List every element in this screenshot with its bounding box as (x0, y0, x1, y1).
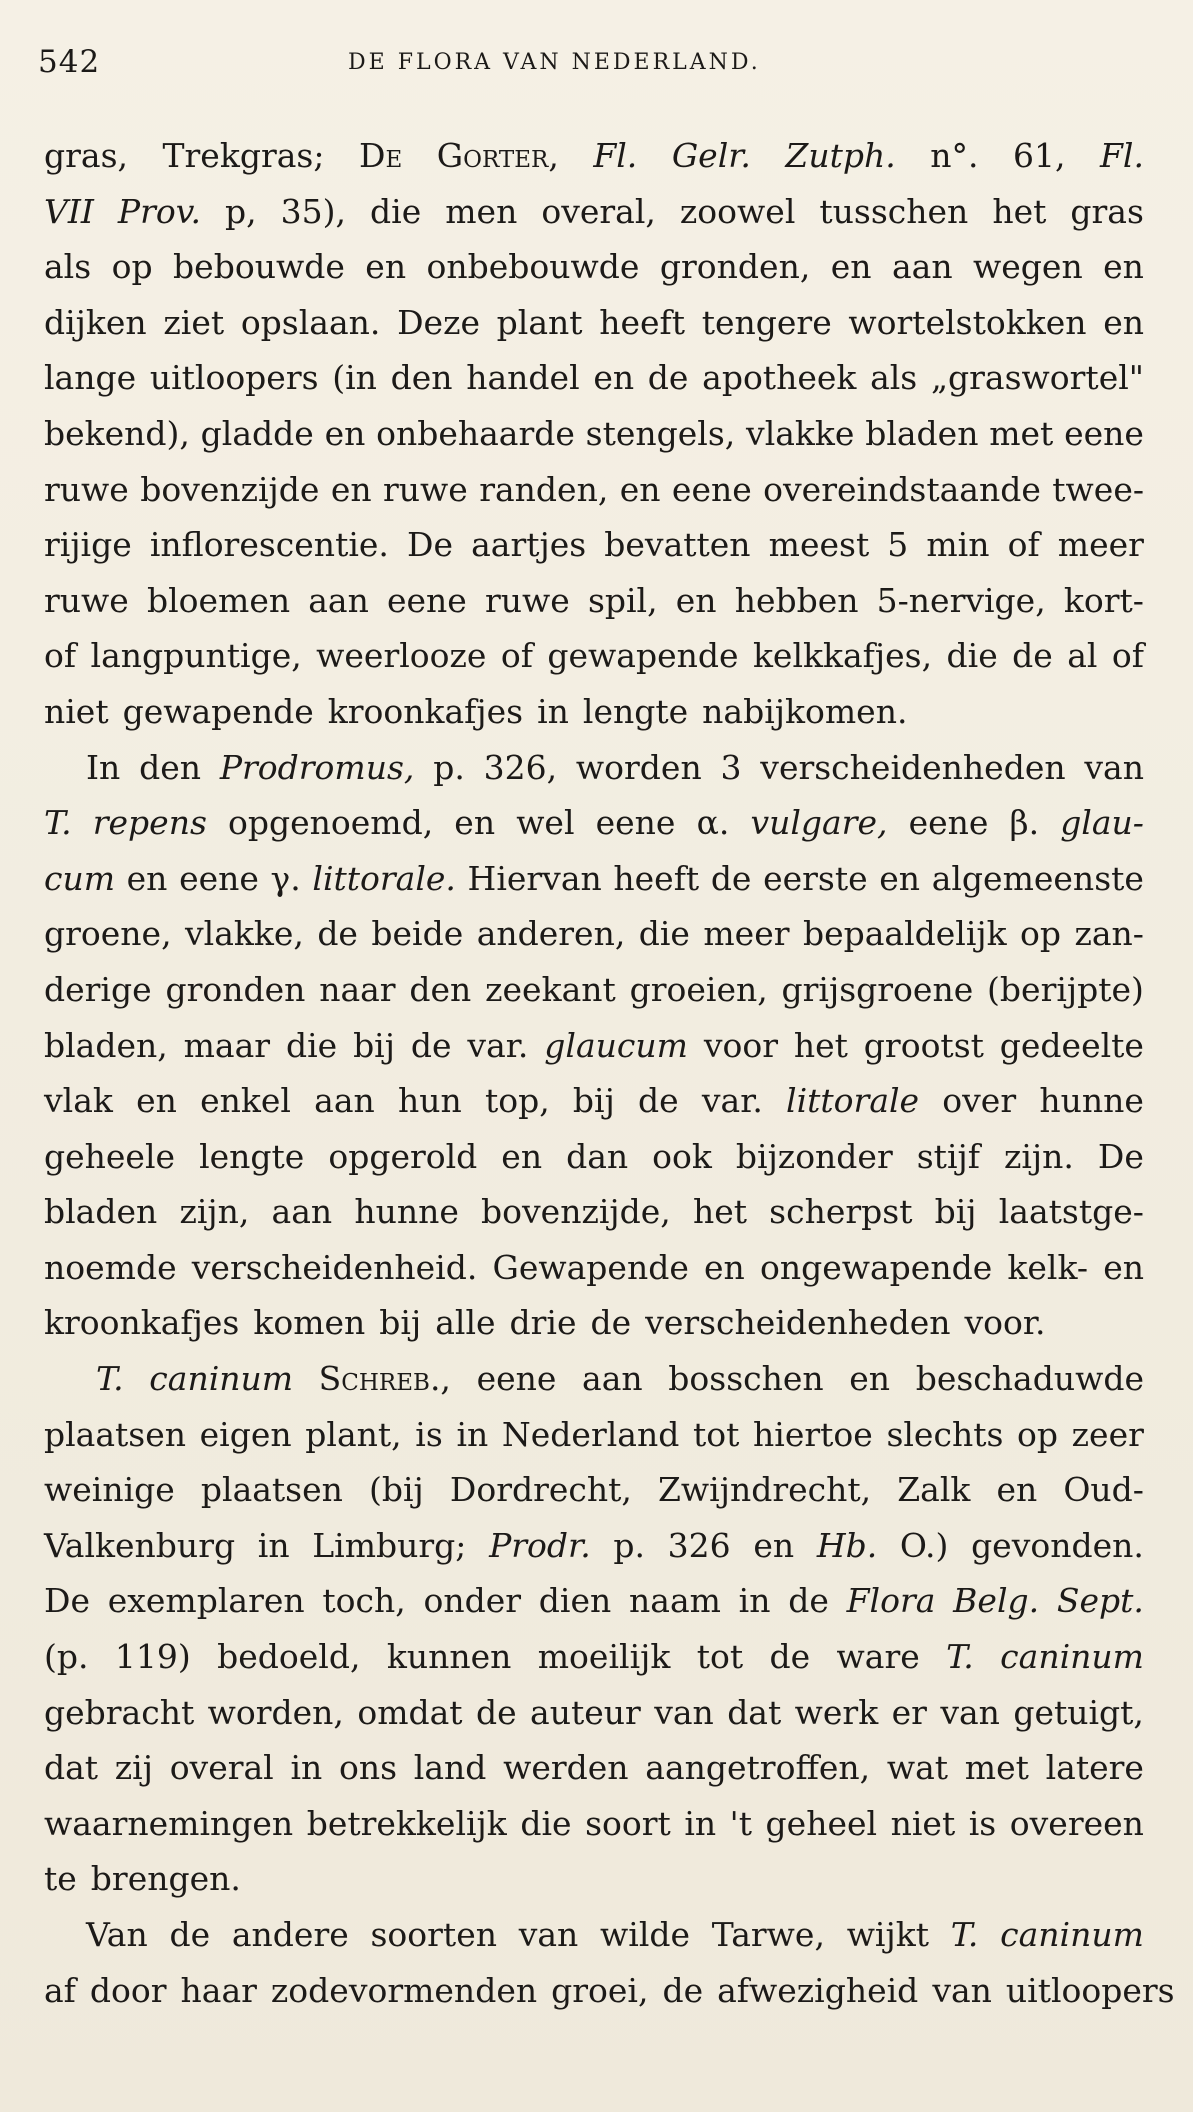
text-line: dijken ziet opslaan. Deze plant heeft tengere wortelstokken en (44, 302, 1144, 342)
text-line: ruwe bovenzijde en ruwe randen, en eene overeindstaande twee- (44, 469, 1144, 509)
text-line: plaatsen eigen plant, is in Nederland tot hiertoe slechts op zeer (44, 1414, 1144, 1454)
text-line: ruwe bloemen aan eene ruwe spil, en hebben 5-nervige, kort- (44, 580, 1144, 620)
text-line: te brengen. (44, 1859, 241, 1899)
text-line: waarnemingen betrekkelijk die soort in 't geheel niet is overeen (44, 1803, 1144, 1843)
running-head (38, 44, 1153, 84)
text-line: af door haar zodevormenden groei, de afwezigheid van uitloopers (44, 1970, 1175, 2010)
text-line: dat zij overal in ons land werden aangetroffen, wat met latere (44, 1748, 1144, 1788)
text-line: In den Prodromus, p. 326, worden 3 verscheidenheden van (86, 747, 1144, 787)
text-line: lange uitloopers (in den handel en de apotheek als „graswortel" (44, 358, 1144, 398)
running-title: DE FLORA VAN NEDERLAND. (348, 50, 761, 75)
text-line: als op bebouwde en onbebouwde gronden, en aan wegen en (44, 247, 1144, 287)
text-line: gebracht worden, omdat de auteur van dat werk er van getuigt, (44, 1692, 1144, 1732)
text-line: De exemplaren toch, onder dien naam in de Flora Belg. Sept. (44, 1581, 1144, 1621)
text-line: Valkenburg in Limburg; Prodr. p. 326 en Hb. O.) gevonden. (44, 1525, 1144, 1565)
text-line: niet gewapende kroonkafjes in lengte nabijkomen. (44, 691, 908, 731)
text-line: noemde verscheidenheid. Gewapende en ongewapende kelk- en (44, 1247, 1144, 1287)
text-line: kroonkafjes komen bij alle drie de verscheidenheden voor. (44, 1303, 1046, 1343)
page-number: 542 (38, 44, 101, 80)
text-line: cum en eene γ. littorale. Hiervan heeft de eerste en algemeenste (44, 858, 1144, 898)
text-line: gras, Trekgras; De Gorter, Fl. Gelr. Zutph. n°. 61, Fl. (44, 136, 1144, 175)
text-line: vlak en enkel aan hun top, bij de var. littorale over hunne (44, 1081, 1144, 1121)
text-line: groene, vlakke, de beide anderen, die meer bepaaldelijk op zan- (44, 914, 1144, 954)
body-text (44, 128, 1175, 2018)
text-line: derige gronden naar den zeekant groeien, grijsgroene (berijpte) (44, 969, 1144, 1009)
text-line: bladen zijn, aan hunne bovenzijde, het scherpst bij laatstge- (44, 1192, 1144, 1232)
text-line: of langpuntige, weerlooze of gewapende kelkkafjes, die de al of (44, 636, 1144, 676)
text-line: weinige plaatsen (bij Dordrecht, Zwijndrecht, Zalk en Oud- (44, 1470, 1144, 1510)
text-line: rijige inflorescentie. De aartjes bevatten meest 5 min of meer (44, 525, 1144, 565)
text-line: T. caninum Schreb., eene aan bosschen en beschaduwde (96, 1359, 1144, 1399)
text-line: (p. 119) bedoeld, kunnen moeilijk tot de ware T. caninum (44, 1637, 1144, 1677)
text-line: bladen, maar die bij de var. glaucum voor het grootst gedeelte (44, 1025, 1144, 1065)
text-line: geheele lengte opgerold en dan ook bijzonder stijf zijn. De (44, 1136, 1144, 1176)
text-line: Van de andere soorten van wilde Tarwe, wijkt T. caninum (86, 1915, 1144, 1954)
text-line: VII Prov. p, 35), die men overal, zoowel tusschen het gras (44, 191, 1144, 231)
text-line: bekend), gladde en onbehaarde stengels, vlakke bladen met eene (44, 413, 1144, 453)
text-line: T. repens opgenoemd, en wel eene α. vulgare, eene β. glau- (44, 803, 1144, 843)
